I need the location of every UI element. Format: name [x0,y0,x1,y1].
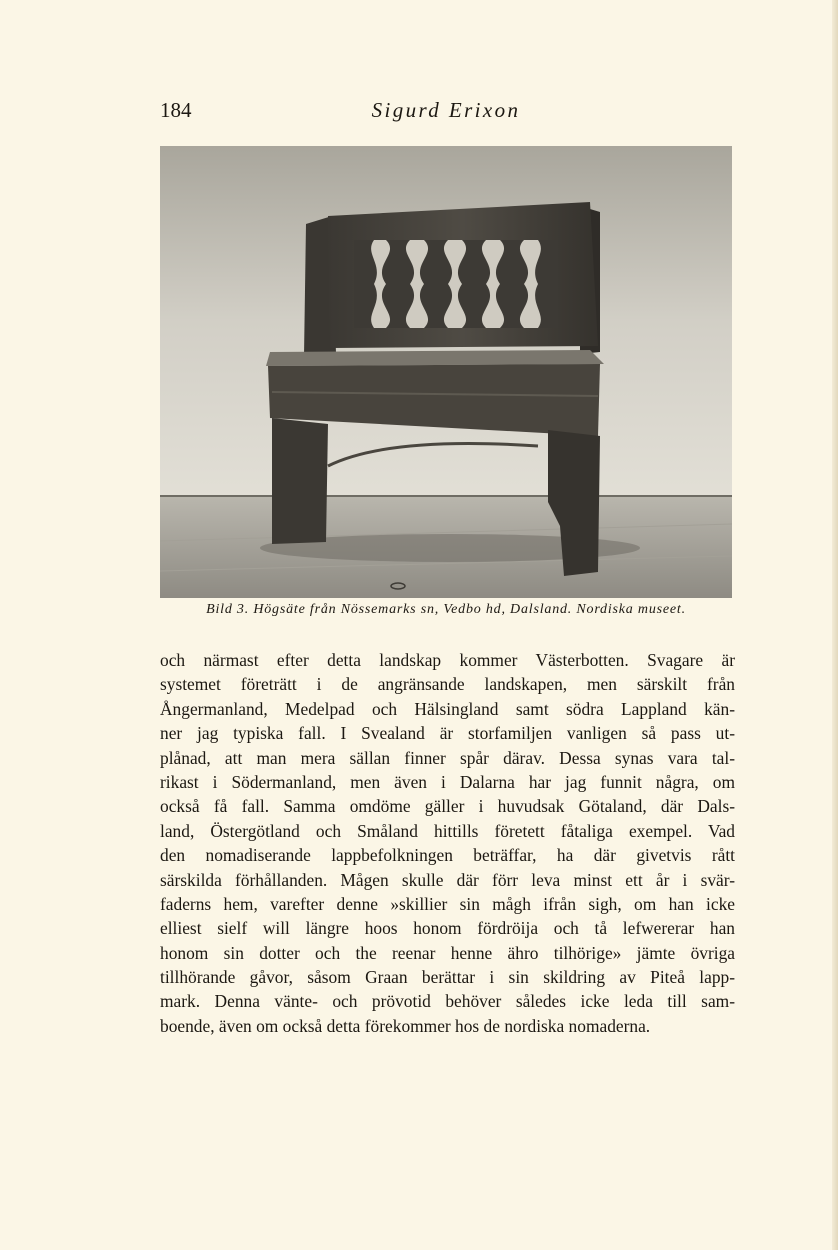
backrest-panel [354,240,558,328]
figure-caption: Bild 3. Högsäte från Nössemarks sn, Vedbo hd, Dalsland. Nordiska museet. [206,602,686,617]
text-line: honom sin dotter och the reenar henne ähro tilhörige» jämte övriga [160,942,735,963]
text-line: tillhörande gåvor, såsom Graan berättar i sin skildring av Piteå lapp- [160,967,735,988]
text-line: den nomadiserande lappbefolkningen beträffar, ha där givetvis rått [160,845,735,866]
text-line: systemet företrätt i de angränsande landskapen, men särskilt från [160,674,735,695]
text-line: och närmast efter detta landskap kommer Västerbotten. Svagare är [160,650,735,670]
body-text [160,648,735,1038]
text-line: elliest sielf will längre hoos honom fördröija och tå lefwererar han [160,918,735,939]
page-header [160,98,732,128]
text-line: boende, även om också detta förekommer hos de nordiska nomaderna. [160,1015,651,1036]
text-line: rikast i Södermanland, men även i Dalarna har jag funnit några, om [160,771,735,792]
text-line: Ångermanland, Medelpad och Hälsingland samt södra Lappland kän- [160,698,735,719]
text-line: också få fall. Samma omdöme gäller i huvudsak Götaland, där Dals- [160,796,735,817]
text-line: mark. Denna vänte- och prövotid behöver således icke leda till sam- [160,991,735,1012]
bench-left-leg [272,418,328,544]
text-line: ner jag typiska fall. I Svealand är storfamiljen vanligen så pass ut- [160,723,735,744]
text-line: särskilda förhållanden. Mågen skulle där förr leva minst ett år i svär- [160,869,735,890]
running-head: Sigurd Erixon [371,98,521,122]
text-line: land, Östergötland och Småland hittills företett fåtaliga exempel. Vad [160,820,735,841]
page-number: 184 [160,98,192,122]
text-line: plånad, att man mera sällan finner spår därav. Dessa synas vara tal- [160,747,735,768]
bench-photograph [160,146,732,598]
text-line: faderns hem, varefter denne »skillier sin mågh ifrån sigh, om han icke [160,893,735,914]
page-edge [832,0,838,1250]
bench-seat [266,350,604,366]
